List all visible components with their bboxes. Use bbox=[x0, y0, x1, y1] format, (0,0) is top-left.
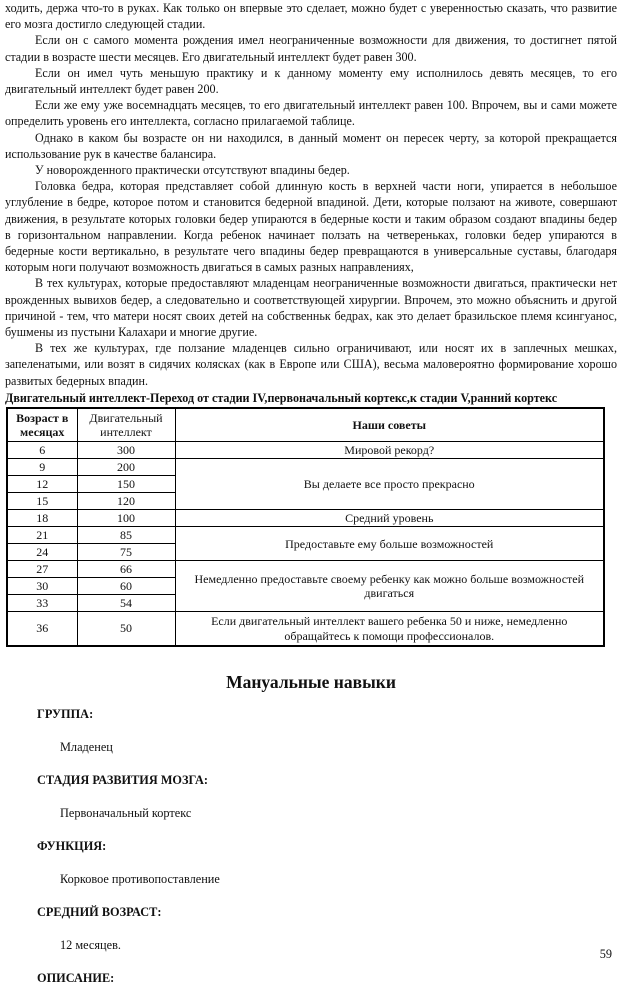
field-value: Младенец bbox=[60, 739, 113, 754]
header-age: Возраст в месяцах bbox=[7, 408, 77, 442]
cell-age: 36 bbox=[7, 612, 77, 646]
field-value: 12 месяцев. bbox=[60, 937, 121, 952]
cell-advice: Вы делаете все просто прекрасно bbox=[175, 459, 604, 510]
field-value: Первоначальный кортекс bbox=[60, 805, 192, 820]
paragraph: Если он имел чуть меньшую практику и к данному моменту ему исполнилось девять месяцев, то его двигательный интеллект будет равен 200. bbox=[5, 65, 617, 97]
cell-advice: Если двигательный интеллект вашего ребенка 50 и ниже, немедленно обращайтесь к помощи профессионалов. bbox=[175, 612, 604, 646]
paragraph: Если же ему уже восемнадцать месяцев, то его двигательный интеллект равен 100. Впрочем, вы и сами можете определить уровень его интеллекта, согласно прилагаемой таблице. bbox=[5, 98, 617, 129]
field-label: ОПИСАНИЕ: bbox=[37, 970, 115, 985]
field-function bbox=[5, 838, 617, 887]
cell-age: 33 bbox=[7, 595, 77, 612]
cell-age: 27 bbox=[7, 561, 77, 578]
table-header-row bbox=[7, 408, 604, 442]
field-stage bbox=[5, 772, 617, 821]
cell-advice: Мировой рекорд? bbox=[175, 442, 604, 459]
field-group bbox=[5, 706, 617, 755]
cell-age: 12 bbox=[7, 476, 77, 493]
motor-intellect-table bbox=[6, 407, 605, 647]
paragraph: ходить, держа что-то в руках. Как только он впервые это сделает, можно будет с уверенностью сказать, что развитие его мозга достигло следующей стадии. bbox=[5, 1, 617, 32]
section-heading: Мануальные навыки bbox=[226, 671, 396, 692]
cell-intellect: 85 bbox=[77, 527, 175, 544]
paragraph: Головка бедра, которая представляет собой длинную кость в верхней части ноги, упирается в небольшое углубление в бедре, которое потом и становится бедерной впадиной. Дети, которые ползают на животе, совершают движения, в результате которых головки бедер упираются в бедерные кости и таким образом создают впадины бедер в горизонтальном направлении. Когда ребенок начинает ползать на четвереньках, головки бедер упираются в бедерные кости вертикально, в результате чего впадины бедер превращаются в универсальные суставы, благодаря которым ноги получают возможность двигаться в самых разных направлениях, bbox=[5, 179, 617, 275]
cell-age: 9 bbox=[7, 459, 77, 476]
field-label: ФУНКЦИЯ: bbox=[37, 838, 107, 853]
cell-advice: Средний уровень bbox=[175, 510, 604, 527]
cell-age: 18 bbox=[7, 510, 77, 527]
cell-intellect: 200 bbox=[77, 459, 175, 476]
table-row bbox=[7, 527, 604, 544]
cell-intellect: 66 bbox=[77, 561, 175, 578]
cell-intellect: 300 bbox=[77, 442, 175, 459]
cell-advice: Предоставьте ему больше возможностей bbox=[175, 527, 604, 561]
table-row bbox=[7, 459, 604, 476]
cell-intellect: 100 bbox=[77, 510, 175, 527]
table-row bbox=[7, 510, 604, 527]
cell-age: 21 bbox=[7, 527, 77, 544]
cell-intellect: 75 bbox=[77, 544, 175, 561]
header-advice: Наши советы bbox=[175, 408, 604, 442]
cell-age: 30 bbox=[7, 578, 77, 595]
cell-advice: Немедленно предоставьте своему ребенку как можно больше возможностей двигаться bbox=[175, 561, 604, 612]
table-row bbox=[7, 612, 604, 646]
paragraph: В тех же культурах, где ползание младенцев сильно ограничивают, или носят их в заплечных мешках, запеленатыми, или возят в сидячих колясках (как в Европе или США), весьма маловероятно формирование хорошо развитых бедерных впадин. bbox=[5, 341, 617, 388]
paragraph: В тех культурах, которые предоставляют младенцам неограниченные возможности двигаться, практически нет врожденных вывихов бедер, а следовательно и соответствующей хирургии. Впрочем, это можно объяснить и другой причиной - тем, что матери носят своих детей на собственньк бедрах, как это делает бразильское племя ксингуанос, бушмены из пустыни Калахари и многие другие. bbox=[5, 276, 617, 340]
header-intellect: Двигательный интеллект bbox=[77, 408, 175, 442]
table-title: Двигательный интеллект-Переход от стадии IV,первоначальный кортекс,к стадии V,ранний кортекс bbox=[5, 390, 558, 405]
body-text bbox=[5, 0, 617, 389]
cell-age: 15 bbox=[7, 493, 77, 510]
paragraph: Однако в каком бы возрасте он ни находился, в данный момент он пересек черту, за которой прекращается использование рук в качестве балансира. bbox=[5, 130, 617, 161]
table-row bbox=[7, 561, 604, 578]
field-label: ГРУППА: bbox=[37, 706, 94, 721]
field-value: Корковое противопоставление bbox=[60, 871, 220, 886]
paragraph: Если он с самого момента рождения имел неограниченные возможности для движения, то достигнет пятой стадии в возрасте шести месяцев. Его двигательный интеллект будет равен 300. bbox=[5, 33, 617, 64]
paragraph: У новорожденного практически отсутствуют впадины бедер. bbox=[35, 163, 350, 178]
cell-intellect: 60 bbox=[77, 578, 175, 595]
cell-age: 6 bbox=[7, 442, 77, 459]
field-description bbox=[5, 970, 617, 986]
cell-intellect: 120 bbox=[77, 493, 175, 510]
field-label: СРЕДНИЙ ВОЗРАСТ: bbox=[37, 904, 162, 919]
page-number: 59 bbox=[599, 947, 612, 961]
field-age bbox=[5, 904, 617, 953]
cell-intellect: 54 bbox=[77, 595, 175, 612]
table-row bbox=[7, 442, 604, 459]
cell-intellect: 150 bbox=[77, 476, 175, 493]
field-label: СТАДИЯ РАЗВИТИЯ МОЗГА: bbox=[37, 772, 208, 787]
document-page bbox=[5, 0, 617, 986]
cell-intellect: 50 bbox=[77, 612, 175, 646]
cell-age: 24 bbox=[7, 544, 77, 561]
